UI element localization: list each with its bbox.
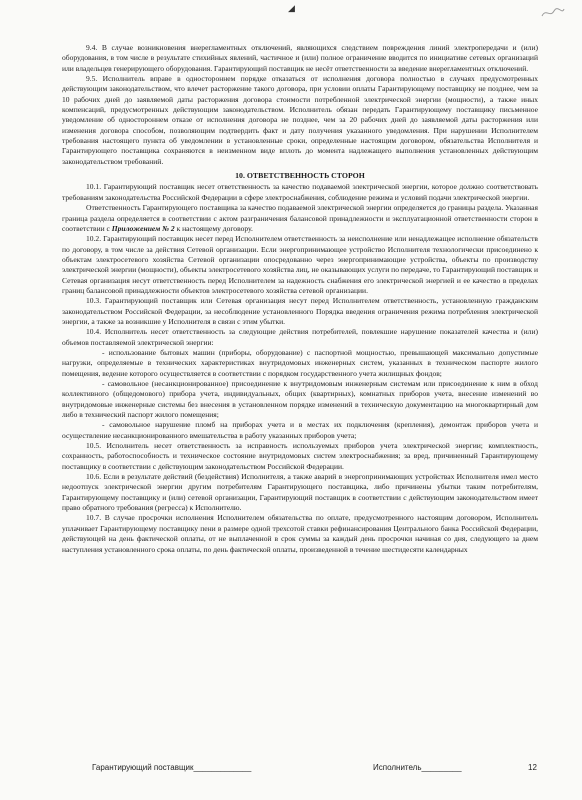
paragraph-10-1-boundary	[62, 203, 538, 234]
paragraph-10-3: 10.3. Гарантирующий поставщик или Сетевая организация несут перед Исполнителем ответственность, установленную гражданским законодательством Российской Федерации, за несоблюдение установленного Порядка введения ограничения режима потребления электрической энергии, а также за возникшие у Исполнителя в связи с этим убытки.	[62, 296, 538, 326]
section-heading: 10. ОТВЕТСТВЕННОСТЬ СТОРОН	[235, 171, 365, 181]
document-body	[62, 43, 538, 555]
executor-signature-line: Исполнитель_________	[373, 763, 462, 772]
page-number: 12	[528, 763, 537, 772]
paragraph-10-1: 10.1. Гарантирующий поставщик несет ответственность за качество подаваемой электрической энергии, которое должно соответствовать требованиям законодательства Российской Федерации в сфере электроснабжения, соблюдение режима и условий подачи электрической энергии.	[62, 182, 538, 202]
appendix-reference: Приложением № 2	[111, 223, 175, 233]
paragraph-10-6: 10.6. Если в результате действий (бездействия) Исполнителя, а также аварий в энергопринимающих устройствах Исполнителя имел место недоотпуск электрической энергии другим потребителям Гарантирующего поставщика, либо причинены убытки таким потребителям, Гарантирующему поставщику и (или) сетевой организации, Гарантирующий поставщик в соответствии с действующим законодательством имеет право обратного требования (регресса) к Исполнителю.	[62, 472, 538, 513]
handwritten-signature-icon	[540, 6, 566, 20]
paragraph-9-5: 9.5. Исполнитель вправе в одностороннем порядке отказаться от исполнения договора полностью в случаях предусмотренных действующим законодательством, что влечет расторжение такого договора, при условии оплаты Гарантирующему поставщику не позднее, чем за 10 рабочих дней до заявляемой даты расторжения договора стоимости потребленной электрической энергии (мощности), а также иных компенсаций, предусмотренных действующим законодательством. Исполнитель обязан передать Гарантирующему поставщику письменное уведомление об одностороннем отказе от исполнения договора не позднее, чем за 20 рабочих дней до заявляемой даты расторжения или изменения договора способом, позволяющим подтвердить факт и дату получения указанного уведомления. При нарушении Исполнителем требования настоящего пункта об уведомлении в установленные сроки, определенные настоящим договором, обязательства Исполнителя и Гарантирующего поставщика сохраняются в неизменном виде вплоть до момента надлежащего выполнения установленных действующим законодательством требований.	[62, 74, 538, 166]
page-footer	[0, 763, 582, 775]
paragraph-10-2: 10.2. Гарантирующий поставщик несет перед Исполнителем ответственность за неисполнение или ненадлежащее исполнение обязательств по договору, в том числе за действия Сетевой организации. Если энергопринимающее устройство Исполнителя технологически присоединено к объектам электросетевого хозяйства Сетевой организации опосредованно через энергопринимающие устройства, объекты по производству электрической энергии (мощности), объекты электросетевого хозяйства лиц, не оказывающих услуги по передаче, то Гарантирующий поставщик и Сетевая организация несут ответственность перед Исполнителем за надежность снабжения его электрической энергией и ее качество в пределах границ балансовой принадлежности объектов электросетевого хозяйства сетевой организации.	[62, 234, 538, 295]
paragraph-10-7: 10.7. В случае просрочки исполнения Исполнителем обязательства по оплате, предусмотренного настоящим договором, Исполнитель уплачивает Гарантирующему поставщику пени в размере одной трехсотой ставки рефинансирования Центрального банка Российской Федерации, действующей на день фактической оплаты, от не выплаченной в срок суммы за каждый день просрочки начиная со дня, следующего за днем наступления установленного срока оплаты, по день фактической оплаты, произведенной в течение шестидесяти календарных	[62, 513, 538, 554]
supplier-signature-line: Гарантирующий поставщик_____________	[92, 763, 252, 772]
paragraph-10-4: 10.4. Исполнитель несет ответственность за следующие действия потребителей, повлекшие нарушение показателей качества и (или) объемов поставляемой электрической энергии:	[62, 327, 538, 347]
list-item: - самовольное (несанкционированное) присоединение к внутридомовым инженерным системам или присоединение к ним в обход коллективного (общедомового) прибора учета, индивидуальных, общих (квартирных), комнатных приборов учета, внесение изменений во внутридомовые инженерные системы без внесения в установленном порядке изменений в техническую документацию на многоквартирный дом либо в технический паспорт жилого помещения;	[62, 379, 538, 420]
paragraph-10-5: 10.5. Исполнитель несет ответственность за исправность используемых приборов учета электрической энергии; комплектность, сохранность, работоспособность и техническое состояние внутридомовых систем электроснабжения; за вред, причиненный Гарантирующему поставщику в соответствии с действующим законодательством Российской Федерации.	[62, 441, 538, 471]
list-item: - самовольное нарушение пломб на приборах учета и в местах их подключения (крепления), демонтаж приборов учета и осуществление несанкционированного вмешательства в работу указанных приборов учета;	[62, 420, 538, 440]
list-item: - использование бытовых машин (приборы, оборудование) с паспортной мощностью, превышающей максимально допустимые нагрузки, определяемые в технических характеристиках внутридомовых инженерных систем, указанных в техническом паспорте жилого помещения, ведение которого осуществляется в соответствии с порядком государственного учета жилищных фондов;	[62, 347, 538, 378]
staple-mark-icon: ◢	[288, 4, 295, 14]
paragraph-9-4: 9.4. В случае возникновения внерегламентных отключений, являющихся следствием повреждения линий электропередачи и (или) оборудования, в том числе в результате стихийных явлений, частичное и (или) полное ограничение вводится по инициативе сетевых организаций или владельцев генерирующего оборудования. Гарантирующий поставщик не несёт ответственности за введение внерегламентных отключений.	[62, 43, 538, 73]
paragraph-text: к настоящему договору.	[174, 223, 253, 233]
paragraph-text: Ответственность Гарантирующего поставщика за качество подаваемой электрической энергии определяется до границы раздела. Указанная граница раздела определяется в соответствии с актом разграничения балансовой принадлежности и эксплуатационной ответственности сторон в соответствии с	[62, 203, 538, 233]
